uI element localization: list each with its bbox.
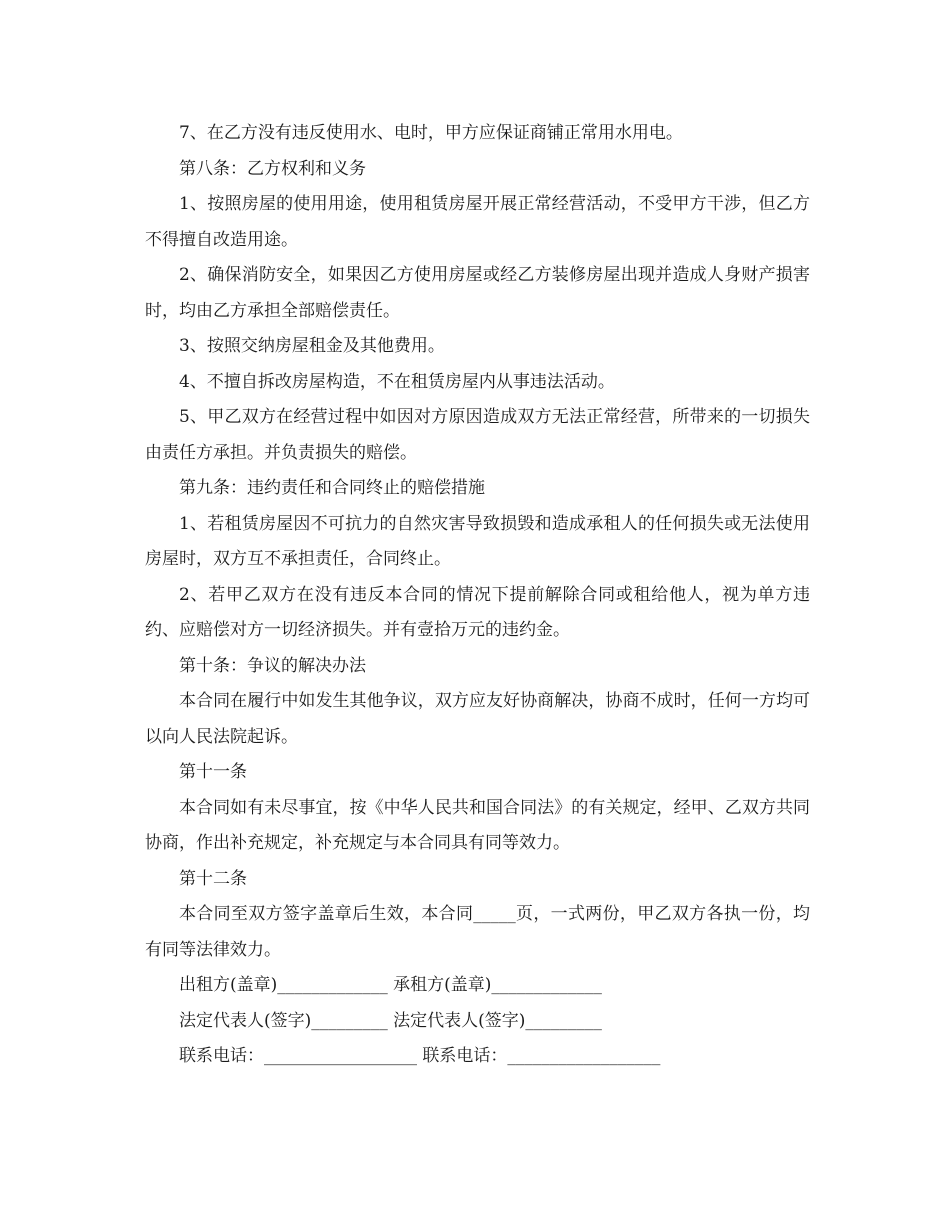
article-9-heading: 第九条：违约责任和合同终止的赔偿措施 <box>179 478 485 498</box>
article-10-body: 本合同在履行中如发生其他争议，双方应友好协商解决，协商不成时，任何一方均可以向人民法院起诉。 <box>145 691 810 747</box>
contact-phone-line: 联系电话：__________________ 联系电话：__________________ <box>179 1046 661 1066</box>
article-8-item-4: 4、不擅自拆改房屋构造，不在租赁房屋内从事违法活动。 <box>179 371 615 392</box>
signature-representative-line: 法定代表人(签字)_________ 法定代表人(签字)_________ <box>179 1010 602 1031</box>
article-8-heading: 第八条：乙方权利和义务 <box>179 158 366 179</box>
article-12-body: 本合同至双方签字盖章后生效，本合同_____页，一式两份，甲乙双方各执一份，均有同等法律效力。 <box>145 904 810 960</box>
article-8-item-3: 3、按照交纳房屋租金及其他费用。 <box>179 336 445 356</box>
article-10-heading: 第十条：争议的解决办法 <box>179 655 366 676</box>
article-11-body: 本合同如有未尽事宜，按《中华人民共和国合同法》的有关规定，经甲、乙双方共同协商，作出补充规定，补充规定与本合同具有同等效力。 <box>145 797 810 853</box>
document-page <box>145 116 810 1075</box>
article-8-item-1: 1、按照房屋的使用用途，使用租赁房屋开展正常经营活动，不受甲方干涉，但乙方不得擅自改造用途。 <box>145 194 810 250</box>
clause-7-utilities: 7、在乙方没有违反使用水、电时，甲方应保证商铺正常用水用电。 <box>179 123 683 143</box>
article-9-item-2: 2、若甲乙双方在没有违反本合同的情况下提前解除合同或租给他人，视为单方违约、应赔偿对方一切经济损失。并有壹拾万元的违约金。 <box>145 584 810 640</box>
article-11-heading: 第十一条 <box>179 762 247 782</box>
article-8-item-5: 5、甲乙双方在经营过程中如因对方原因造成双方无法正常经营，所带来的一切损失由责任方承担。并负责损失的赔偿。 <box>145 407 810 463</box>
article-8-item-2: 2、确保消防安全，如果因乙方使用房屋或经乙方装修房屋出现并造成人身财产损害时，均由乙方承担全部赔偿责任。 <box>145 265 810 321</box>
article-9-item-1: 1、若租赁房屋因不可抗力的自然灾害导致损毁和造成承租人的任何损失或无法使用房屋时，双方互不承担责任，合同终止。 <box>145 513 810 569</box>
article-12-heading: 第十二条 <box>179 868 247 889</box>
signature-seal-line: 出租方(盖章)_____________ 承租方(盖章)_____________ <box>179 975 602 995</box>
